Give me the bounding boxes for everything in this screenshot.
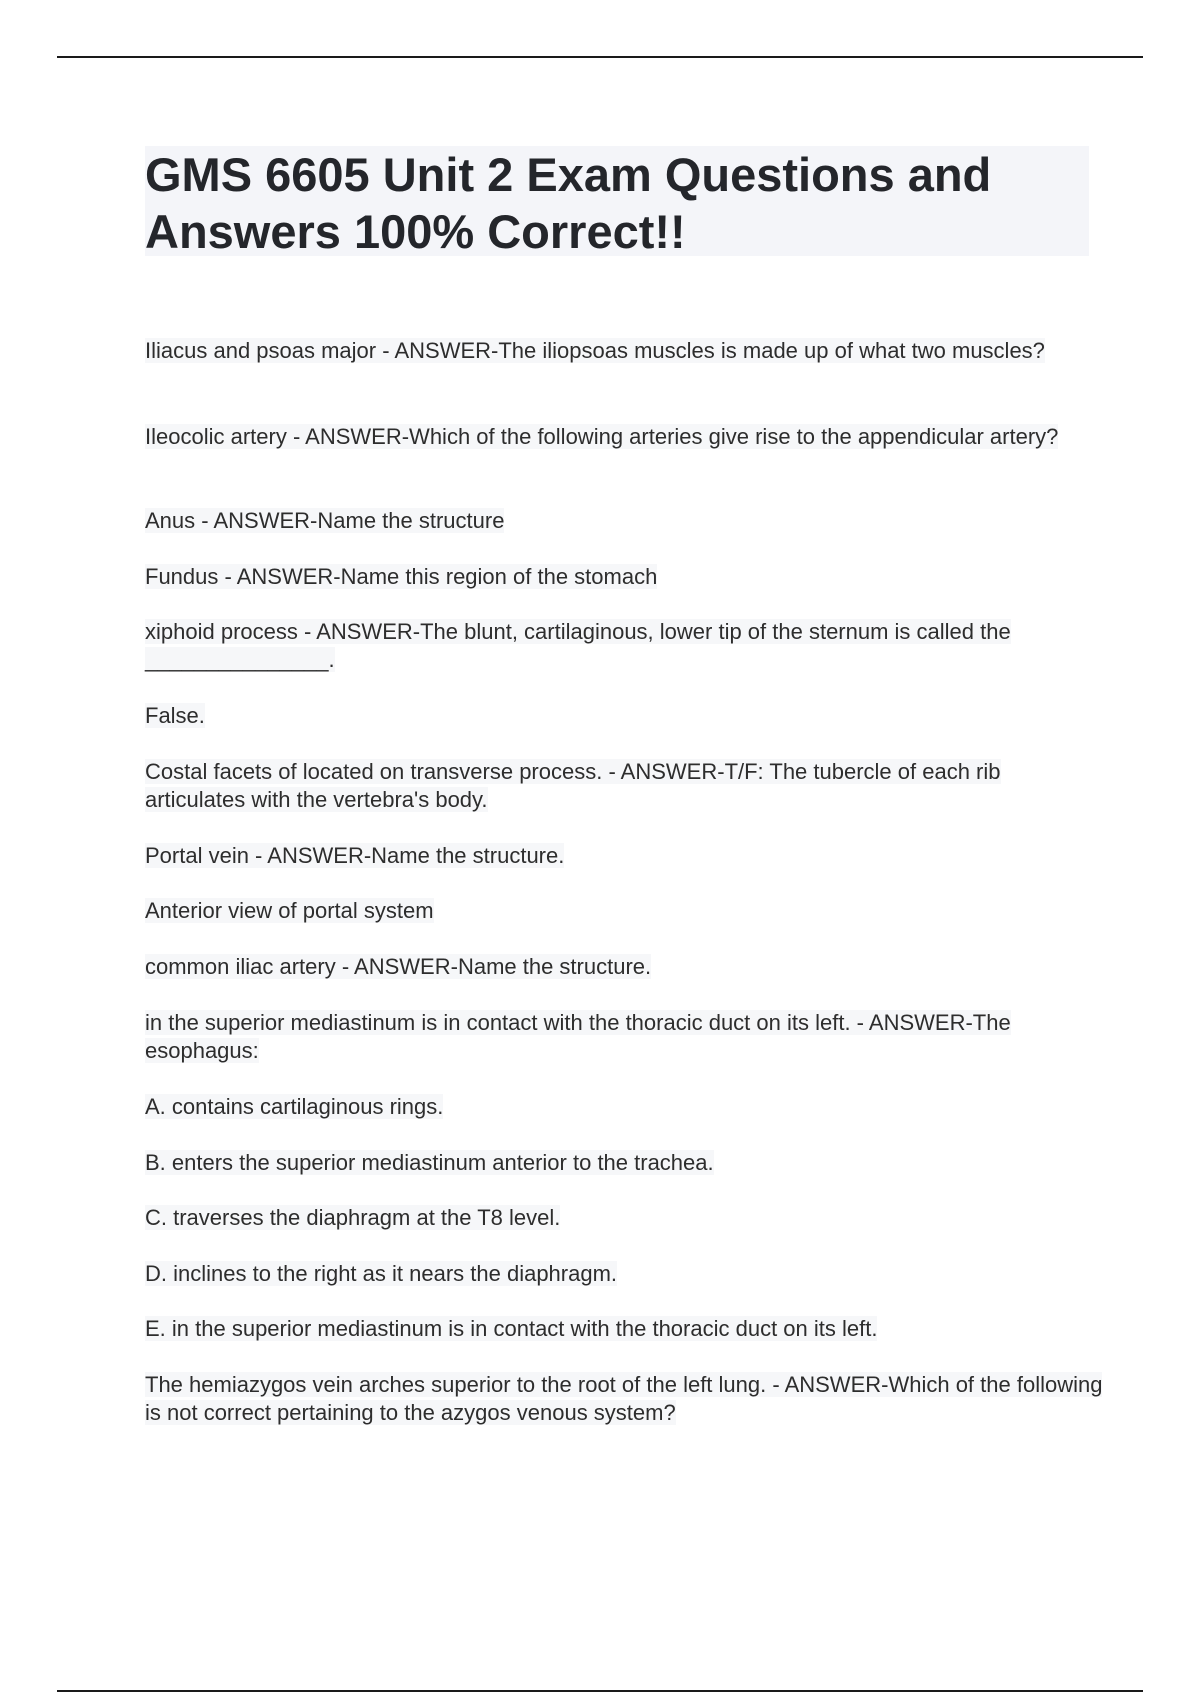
qa-entry-text: D. inclines to the right as it nears the diaphragm. bbox=[145, 1261, 618, 1286]
qa-entry-3 bbox=[145, 507, 1105, 535]
qa-entry-text: Ileocolic artery - ANSWER-Which of the following arteries give rise to the appendicular artery? bbox=[145, 424, 1059, 449]
qa-entry-12 bbox=[145, 1093, 1105, 1121]
bottom-divider bbox=[57, 1690, 1143, 1692]
qa-entry-14 bbox=[145, 1204, 1105, 1232]
qa-entry-4 bbox=[145, 563, 1105, 591]
qa-entry-text: Anus - ANSWER-Name the structure bbox=[145, 508, 505, 533]
qa-entry-8 bbox=[145, 842, 1105, 870]
qa-entry-16 bbox=[145, 1315, 1105, 1343]
qa-entry-17 bbox=[145, 1371, 1105, 1427]
qa-entry-text: E. in the superior mediastinum is in contact with the thoracic duct on its left. bbox=[145, 1316, 878, 1341]
qa-entry-11 bbox=[145, 1009, 1105, 1065]
qa-entry-text: C. traverses the diaphragm at the T8 level. bbox=[145, 1205, 561, 1230]
qa-entry-9 bbox=[145, 897, 1105, 925]
qa-entry-7 bbox=[145, 758, 1105, 814]
qa-entry-text: common iliac artery - ANSWER-Name the structure. bbox=[145, 954, 652, 979]
top-divider bbox=[57, 56, 1143, 58]
qa-entry-text: Anterior view of portal system bbox=[145, 898, 434, 923]
qa-entry-text: The hemiazygos vein arches superior to the root of the left lung. - ANSWER-Which of the following is not correct pertaining to the azygos venous system? bbox=[145, 1372, 1103, 1425]
qa-entry-6 bbox=[145, 702, 1105, 730]
qa-entry-text: Portal vein - ANSWER-Name the structure. bbox=[145, 843, 565, 868]
qa-entry-13 bbox=[145, 1149, 1105, 1177]
qa-entry-1 bbox=[145, 337, 1105, 365]
qa-entry-15 bbox=[145, 1260, 1105, 1288]
qa-entry-10 bbox=[145, 953, 1105, 981]
qa-entry-text: xiphoid process - ANSWER-The blunt, cartilaginous, lower tip of the sternum is called the _______________. bbox=[145, 619, 1011, 672]
qa-entry-text: Fundus - ANSWER-Name this region of the stomach bbox=[145, 564, 658, 589]
qa-entry-2 bbox=[145, 423, 1105, 451]
qa-entry-text: False. bbox=[145, 703, 205, 728]
qa-entry-text: B. enters the superior mediastinum anterior to the trachea. bbox=[145, 1150, 714, 1175]
qa-entry-text: A. contains cartilaginous rings. bbox=[145, 1094, 444, 1119]
qa-entry-text: in the superior mediastinum is in contact with the thoracic duct on its left. - ANSWER-The esophagus: bbox=[145, 1010, 1011, 1063]
qa-entry-5 bbox=[145, 618, 1105, 674]
qa-entry-text: Iliacus and psoas major - ANSWER-The iliopsoas muscles is made up of what two muscles? bbox=[145, 338, 1045, 363]
document-title: GMS 6605 Unit 2 Exam Questions and Answers 100% Correct!! bbox=[145, 148, 992, 258]
qa-entry-text: Costal facets of located on transverse process. - ANSWER-T/F: The tubercle of each rib articulates with the vertebra's body. bbox=[145, 759, 1001, 812]
